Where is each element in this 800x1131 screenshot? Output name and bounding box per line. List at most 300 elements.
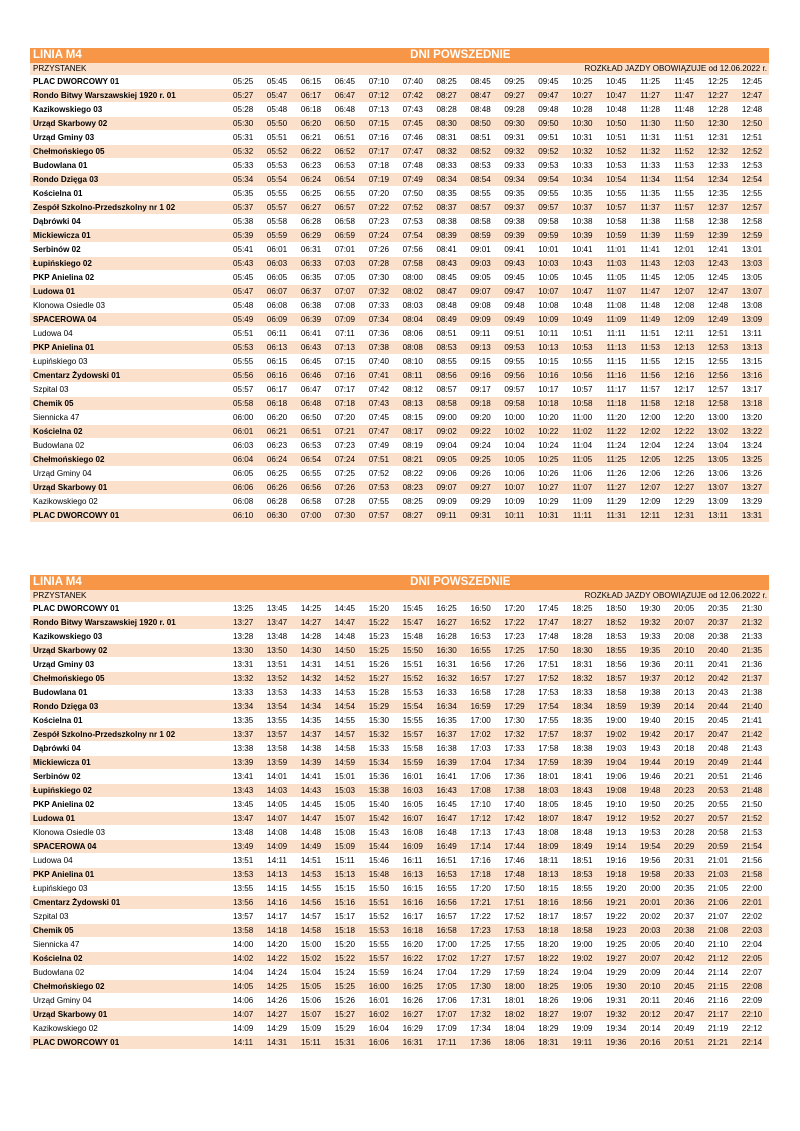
- departure-time: 14:30: [294, 644, 328, 658]
- departure-time: 08:21: [396, 453, 430, 467]
- departure-time: 17:50: [498, 882, 532, 896]
- departure-time: 18:59: [599, 700, 633, 714]
- departure-time: 07:16: [328, 369, 362, 383]
- departure-time: 15:27: [328, 1008, 362, 1022]
- stop-name: PLAC DWORCOWY 01: [30, 75, 226, 89]
- departure-time: 10:55: [599, 187, 633, 201]
- departure-time: 13:27: [735, 481, 769, 495]
- departure-time: 14:11: [226, 1036, 260, 1050]
- departure-time: 08:53: [430, 341, 464, 355]
- departure-time: 07:41: [362, 369, 396, 383]
- departure-time: 05:53: [226, 341, 260, 355]
- departure-time: 15:51: [362, 896, 396, 910]
- departure-time: 19:52: [633, 812, 667, 826]
- table-row: [30, 117, 769, 131]
- departure-time: 09:03: [464, 257, 498, 271]
- departure-time: 10:29: [531, 495, 565, 509]
- departure-time: 06:15: [260, 355, 294, 369]
- departure-time: 19:25: [599, 938, 633, 952]
- departure-time: 17:40: [498, 798, 532, 812]
- departure-time: 17:44: [498, 840, 532, 854]
- departure-time: 12:55: [701, 355, 735, 369]
- departure-time: 20:29: [667, 840, 701, 854]
- table-row: [30, 215, 769, 229]
- departure-time: 17:43: [498, 826, 532, 840]
- departure-time: 12:08: [667, 299, 701, 313]
- departure-time: 12:35: [701, 187, 735, 201]
- departure-time: 06:03: [226, 439, 260, 453]
- header-row: [30, 575, 769, 590]
- departure-time: 08:23: [396, 481, 430, 495]
- departure-time: 08:13: [396, 397, 430, 411]
- departure-time: 14:47: [294, 812, 328, 826]
- table-row: [30, 742, 769, 756]
- departure-time: 13:32: [226, 672, 260, 686]
- departure-time: 19:13: [599, 826, 633, 840]
- departure-time: 07:08: [328, 299, 362, 313]
- departure-time: 16:25: [396, 980, 430, 994]
- departure-time: 18:01: [531, 770, 565, 784]
- departure-time: 18:31: [531, 1036, 565, 1050]
- departure-time: 12:53: [701, 341, 735, 355]
- stop-name: Kazikowskiego 03: [30, 630, 226, 644]
- departure-time: 08:43: [430, 257, 464, 271]
- departure-time: 12:53: [735, 159, 769, 173]
- departure-time: 17:23: [498, 630, 532, 644]
- departure-time: 06:24: [294, 173, 328, 187]
- departure-time: 16:53: [464, 630, 498, 644]
- departure-time: 18:20: [531, 938, 565, 952]
- line-name: LINIA M4: [30, 48, 226, 63]
- departure-time: 12:01: [667, 243, 701, 257]
- stop-name: PKP Anielina 02: [30, 798, 226, 812]
- departure-time: 09:00: [430, 411, 464, 425]
- table-row: [30, 229, 769, 243]
- departure-time: 19:14: [599, 840, 633, 854]
- departure-time: 20:42: [701, 672, 735, 686]
- departure-time: 21:03: [701, 868, 735, 882]
- departure-time: 07:05: [328, 271, 362, 285]
- departure-time: 17:20: [498, 602, 532, 616]
- departure-time: 14:09: [226, 1022, 260, 1036]
- departure-time: 14:07: [260, 812, 294, 826]
- departure-time: 10:53: [565, 341, 599, 355]
- departure-time: 20:40: [667, 938, 701, 952]
- validity-note: ROZKŁAD JAZDY OBOWIĄZUJE od 12.06.2022 r.: [226, 590, 769, 602]
- departure-time: 06:23: [294, 159, 328, 173]
- departure-time: 15:52: [362, 910, 396, 924]
- departure-time: 06:37: [294, 285, 328, 299]
- departure-time: 13:37: [226, 728, 260, 742]
- departure-time: 14:45: [328, 602, 362, 616]
- stop-name: Serbinów 02: [30, 243, 226, 257]
- departure-time: 16:57: [430, 910, 464, 924]
- departure-time: 13:22: [735, 425, 769, 439]
- departure-time: 14:27: [260, 1008, 294, 1022]
- departure-time: 09:18: [464, 397, 498, 411]
- departure-time: 12:29: [667, 495, 701, 509]
- stop-name: Łupińskiego 02: [30, 784, 226, 798]
- departure-time: 11:07: [565, 481, 599, 495]
- departure-time: 07:03: [328, 257, 362, 271]
- departure-time: 17:57: [531, 728, 565, 742]
- departure-time: 14:15: [260, 882, 294, 896]
- departure-time: 08:04: [396, 313, 430, 327]
- departure-time: 10:31: [565, 131, 599, 145]
- table-row: [30, 938, 769, 952]
- departure-time: 13:55: [226, 882, 260, 896]
- departure-time: 07:30: [362, 271, 396, 285]
- departure-time: 09:55: [531, 187, 565, 201]
- departure-time: 15:52: [396, 672, 430, 686]
- departure-time: 15:53: [362, 924, 396, 938]
- departure-time: 20:44: [701, 700, 735, 714]
- departure-time: 18:34: [565, 700, 599, 714]
- stop-name: Kościelna 01: [30, 187, 226, 201]
- departure-time: 19:10: [599, 798, 633, 812]
- stop-name: Ludowa 01: [30, 285, 226, 299]
- departure-time: 08:25: [430, 75, 464, 89]
- table-row: [30, 383, 769, 397]
- departure-time: 20:08: [667, 630, 701, 644]
- departure-time: 17:04: [464, 756, 498, 770]
- departure-time: 14:20: [260, 938, 294, 952]
- departure-time: 18:13: [531, 868, 565, 882]
- departure-time: 15:43: [362, 826, 396, 840]
- departure-time: 10:32: [565, 145, 599, 159]
- departure-time: 22:09: [735, 994, 769, 1008]
- departure-time: 18:39: [565, 756, 599, 770]
- departure-time: 13:39: [226, 756, 260, 770]
- table-row: [30, 173, 769, 187]
- departure-time: 17:55: [498, 938, 532, 952]
- departure-time: 18:56: [565, 896, 599, 910]
- departure-time: 11:02: [565, 425, 599, 439]
- departure-time: 22:00: [735, 882, 769, 896]
- departure-time: 14:49: [294, 840, 328, 854]
- departure-time: 08:39: [430, 229, 464, 243]
- departure-time: 09:08: [464, 299, 498, 313]
- departure-time: 11:06: [565, 467, 599, 481]
- departure-time: 10:28: [565, 103, 599, 117]
- departure-time: 15:47: [396, 616, 430, 630]
- departure-time: 15:17: [328, 910, 362, 924]
- departure-time: 21:15: [701, 980, 735, 994]
- departure-time: 19:37: [633, 672, 667, 686]
- departure-time: 11:29: [599, 495, 633, 509]
- departure-time: 07:58: [396, 257, 430, 271]
- departure-time: 11:05: [599, 271, 633, 285]
- departure-time: 20:47: [667, 1008, 701, 1022]
- departure-time: 10:57: [599, 201, 633, 215]
- departure-time: 15:02: [294, 952, 328, 966]
- departure-time: 09:53: [498, 341, 532, 355]
- table-row: [30, 103, 769, 117]
- departure-time: 20:58: [701, 826, 735, 840]
- departure-time: 20:01: [633, 896, 667, 910]
- departure-time: 06:59: [328, 229, 362, 243]
- departure-time: 19:33: [633, 630, 667, 644]
- departure-time: 20:47: [701, 728, 735, 742]
- departure-time: 18:50: [599, 602, 633, 616]
- departure-time: 19:03: [599, 742, 633, 756]
- departure-time: 09:38: [498, 215, 532, 229]
- departure-time: 16:18: [396, 924, 430, 938]
- departure-time: 19:29: [599, 966, 633, 980]
- departure-time: 05:35: [226, 187, 260, 201]
- departure-time: 17:53: [498, 924, 532, 938]
- departure-time: 18:41: [565, 770, 599, 784]
- departure-time: 06:26: [260, 481, 294, 495]
- stop-name: SPACEROWA 04: [30, 313, 226, 327]
- table-row: [30, 271, 769, 285]
- departure-time: 08:59: [464, 229, 498, 243]
- departure-time: 06:58: [328, 215, 362, 229]
- departure-time: 14:01: [260, 770, 294, 784]
- departure-time: 21:32: [735, 616, 769, 630]
- departure-time: 17:38: [498, 784, 532, 798]
- departure-time: 13:00: [701, 411, 735, 425]
- table-row: [30, 994, 769, 1008]
- departure-time: 12:22: [667, 425, 701, 439]
- departure-time: 21:48: [735, 784, 769, 798]
- departure-time: 10:59: [599, 229, 633, 243]
- departure-time: 08:31: [430, 131, 464, 145]
- departure-time: 09:09: [430, 495, 464, 509]
- departure-time: 20:37: [701, 616, 735, 630]
- departure-time: 13:02: [701, 425, 735, 439]
- departure-time: 10:45: [565, 271, 599, 285]
- departure-time: 14:02: [226, 952, 260, 966]
- departure-time: 16:15: [396, 882, 430, 896]
- table-row: [30, 397, 769, 411]
- departure-time: 16:09: [396, 840, 430, 854]
- departure-time: 10:51: [565, 327, 599, 341]
- departure-time: 12:28: [701, 103, 735, 117]
- departure-time: 06:45: [328, 75, 362, 89]
- departure-time: 20:35: [667, 882, 701, 896]
- departure-time: 07:52: [362, 467, 396, 481]
- departure-time: 16:38: [430, 742, 464, 756]
- departure-time: 08:11: [396, 369, 430, 383]
- departure-time: 14:57: [328, 728, 362, 742]
- table-row: [30, 644, 769, 658]
- departure-time: 14:08: [260, 826, 294, 840]
- departure-time: 05:58: [226, 397, 260, 411]
- departure-time: 17:46: [498, 854, 532, 868]
- departure-time: 18:57: [565, 910, 599, 924]
- departure-time: 06:58: [294, 495, 328, 509]
- departure-time: 14:51: [328, 658, 362, 672]
- departure-time: 12:34: [701, 173, 735, 187]
- departure-time: 06:03: [260, 257, 294, 271]
- departure-time: 12:15: [667, 355, 701, 369]
- departure-time: 06:17: [260, 383, 294, 397]
- departure-time: 07:48: [396, 159, 430, 173]
- table-row: [30, 299, 769, 313]
- table-row: [30, 672, 769, 686]
- departure-time: 05:56: [226, 369, 260, 383]
- departure-time: 21:41: [735, 714, 769, 728]
- table-row: [30, 714, 769, 728]
- departure-time: 20:18: [667, 742, 701, 756]
- departure-time: 12:07: [667, 285, 701, 299]
- table-row: [30, 756, 769, 770]
- departure-time: 17:48: [531, 630, 565, 644]
- departure-time: 17:54: [531, 700, 565, 714]
- departure-time: 17:07: [430, 1008, 464, 1022]
- departure-time: 16:31: [430, 658, 464, 672]
- departure-time: 13:59: [260, 756, 294, 770]
- departure-time: 08:30: [430, 117, 464, 131]
- header-row: [30, 48, 769, 63]
- departure-time: 14:00: [226, 938, 260, 952]
- departure-time: 06:17: [294, 89, 328, 103]
- departure-time: 15:01: [328, 770, 362, 784]
- departure-time: 16:37: [430, 728, 464, 742]
- departure-time: 11:11: [599, 327, 633, 341]
- departure-time: 08:32: [430, 145, 464, 159]
- departure-time: 12:03: [667, 257, 701, 271]
- departure-time: 15:09: [328, 840, 362, 854]
- departure-time: 15:50: [362, 882, 396, 896]
- departure-time: 19:11: [565, 1036, 599, 1050]
- stop-name: Kazikowskiego 02: [30, 495, 226, 509]
- departure-time: 08:25: [396, 495, 430, 509]
- departure-time: 15:20: [328, 938, 362, 952]
- departure-time: 22:08: [735, 980, 769, 994]
- departure-time: 14:31: [294, 658, 328, 672]
- departure-time: 06:20: [294, 117, 328, 131]
- departure-time: 06:46: [294, 369, 328, 383]
- departure-time: 16:27: [396, 1008, 430, 1022]
- departure-time: 17:58: [531, 742, 565, 756]
- departure-time: 10:39: [565, 229, 599, 243]
- departure-time: 12:04: [633, 439, 667, 453]
- departure-time: 15:24: [328, 966, 362, 980]
- departure-time: 09:51: [498, 327, 532, 341]
- departure-time: 19:18: [599, 868, 633, 882]
- departure-time: 06:55: [294, 467, 328, 481]
- departure-time: 17:36: [464, 1036, 498, 1050]
- table-row: [30, 411, 769, 425]
- stop-name: Urząd Gminy 03: [30, 131, 226, 145]
- departure-time: 07:52: [396, 201, 430, 215]
- departure-time: 06:23: [260, 439, 294, 453]
- departure-time: 06:48: [328, 103, 362, 117]
- timetable-table: [30, 575, 769, 1050]
- departure-time: 20:36: [667, 896, 701, 910]
- departure-time: 13:31: [735, 509, 769, 523]
- departure-time: 11:58: [633, 397, 667, 411]
- departure-time: 09:02: [430, 425, 464, 439]
- departure-time: 13:20: [735, 411, 769, 425]
- departure-time: 15:22: [328, 952, 362, 966]
- departure-time: 20:23: [667, 784, 701, 798]
- departure-time: 20:07: [667, 616, 701, 630]
- departure-time: 10:07: [531, 285, 565, 299]
- departure-time: 13:28: [226, 630, 260, 644]
- departure-time: 07:43: [362, 397, 396, 411]
- departure-time: 19:02: [565, 952, 599, 966]
- stop-name: Rondo Bitwy Warszawskiej 1920 r. 01: [30, 89, 226, 103]
- departure-time: 13:56: [226, 896, 260, 910]
- departure-time: 16:27: [430, 616, 464, 630]
- departure-time: 12:16: [667, 369, 701, 383]
- departure-time: 19:21: [599, 896, 633, 910]
- departure-time: 20:51: [701, 770, 735, 784]
- departure-time: 09:51: [531, 131, 565, 145]
- departure-time: 11:48: [667, 103, 701, 117]
- departure-time: 07:16: [362, 131, 396, 145]
- departure-time: 10:41: [565, 243, 599, 257]
- departure-time: 21:21: [701, 1036, 735, 1050]
- departure-time: 07:13: [362, 103, 396, 117]
- departure-time: 16:47: [430, 812, 464, 826]
- table-row: [30, 89, 769, 103]
- departure-time: 11:51: [667, 131, 701, 145]
- departure-time: 18:37: [565, 728, 599, 742]
- departure-time: 12:31: [667, 509, 701, 523]
- departure-time: 15:16: [328, 896, 362, 910]
- departure-time: 13:52: [260, 672, 294, 686]
- departure-time: 07:47: [362, 425, 396, 439]
- departure-time: 09:53: [531, 159, 565, 173]
- departure-time: 21:33: [735, 630, 769, 644]
- departure-time: 13:35: [226, 714, 260, 728]
- departure-time: 11:58: [667, 215, 701, 229]
- departure-time: 07:40: [396, 75, 430, 89]
- stop-column-header: PRZYSTANEK: [30, 590, 226, 602]
- stop-name: Chełmońskiego 02: [30, 980, 226, 994]
- departure-time: 07:28: [328, 495, 362, 509]
- departure-time: 20:41: [701, 658, 735, 672]
- departure-time: 18:32: [565, 672, 599, 686]
- departure-time: 16:25: [430, 602, 464, 616]
- departure-time: 10:08: [531, 299, 565, 313]
- departure-time: 07:11: [328, 327, 362, 341]
- departure-time: 11:37: [633, 201, 667, 215]
- departure-time: 17:32: [464, 1008, 498, 1022]
- departure-time: 13:16: [735, 369, 769, 383]
- departure-time: 09:35: [498, 187, 532, 201]
- departure-time: 06:21: [260, 425, 294, 439]
- departure-time: 06:18: [294, 103, 328, 117]
- departure-time: 05:37: [226, 201, 260, 215]
- departure-time: 21:07: [701, 910, 735, 924]
- stop-name: Urząd Gminy 03: [30, 658, 226, 672]
- departure-time: 12:47: [735, 89, 769, 103]
- departure-time: 14:25: [294, 602, 328, 616]
- departure-time: 12:37: [701, 201, 735, 215]
- table-row: [30, 686, 769, 700]
- departure-time: 17:06: [464, 770, 498, 784]
- departure-time: 15:13: [328, 868, 362, 882]
- departure-time: 12:48: [701, 299, 735, 313]
- stop-name: Kazikowskiego 02: [30, 1022, 226, 1036]
- departure-time: 16:01: [362, 994, 396, 1008]
- departure-time: 19:39: [633, 700, 667, 714]
- stop-name: Siennicka 47: [30, 411, 226, 425]
- departure-time: 09:31: [464, 509, 498, 523]
- departure-time: 09:28: [498, 103, 532, 117]
- departure-time: 06:39: [294, 313, 328, 327]
- departure-time: 11:09: [565, 495, 599, 509]
- departure-time: 13:06: [701, 467, 735, 481]
- departure-time: 20:10: [667, 644, 701, 658]
- departure-time: 10:47: [599, 89, 633, 103]
- departure-time: 12:11: [667, 327, 701, 341]
